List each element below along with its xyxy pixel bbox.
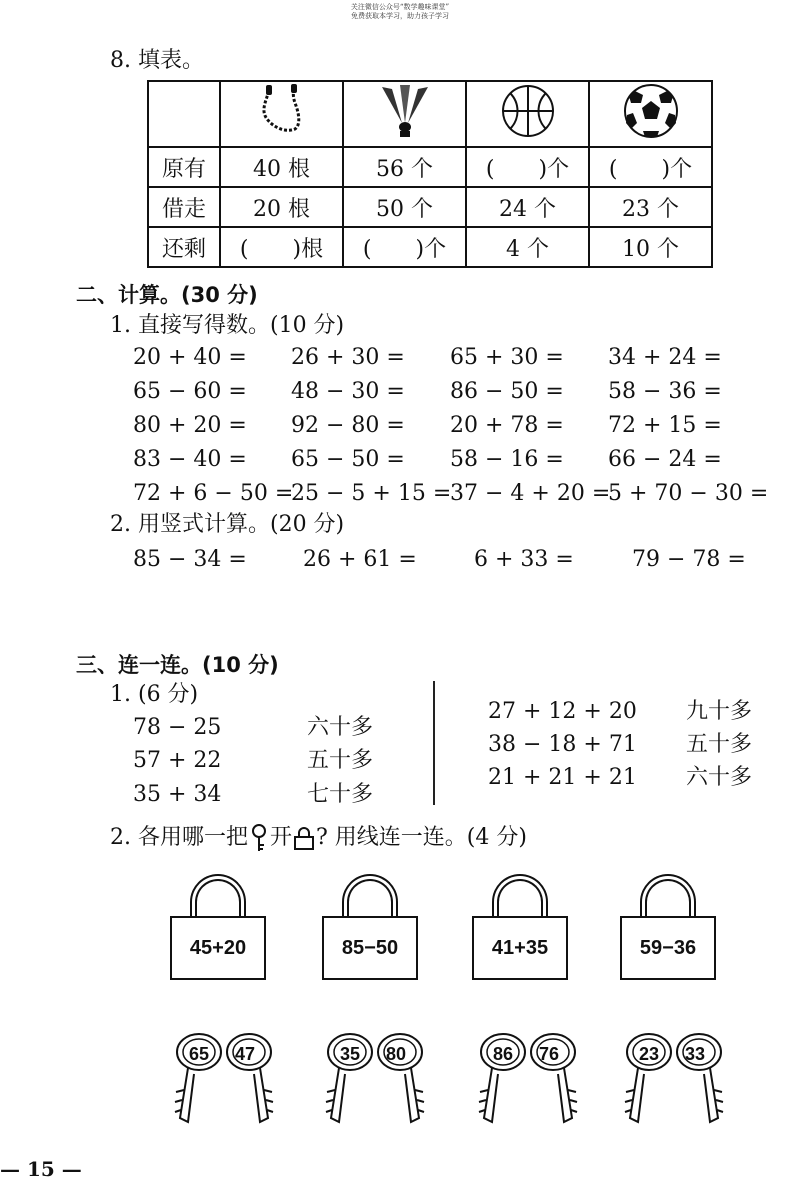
calc-problem: 5 + 70 − 30 = <box>608 481 769 506</box>
table-cell: 40 根 <box>220 147 343 187</box>
answer-cell[interactable]: ( )根 <box>220 227 343 267</box>
table-header-row <box>148 81 712 147</box>
calc-problem: 72 + 6 − 50 = <box>133 481 294 506</box>
calc-problem: 72 + 15 = <box>608 413 722 438</box>
calc-problem: 20 + 40 = <box>133 345 247 370</box>
table-row <box>148 147 712 187</box>
match-word[interactable]: 六十多 <box>307 715 374 740</box>
key[interactable] <box>369 1030 427 1128</box>
calc-problem: 92 − 80 = <box>291 413 405 438</box>
calc-problem: 20 + 78 = <box>450 413 564 438</box>
table-cell: 56 个 <box>343 147 466 187</box>
key-icon <box>248 823 270 853</box>
key-pair <box>172 1030 292 1130</box>
page-number: — 15 — <box>0 1157 82 1181</box>
s3-q2-title <box>110 823 527 853</box>
s3-q2-suffix: ? 用线连一连。(4 分) <box>316 825 527 850</box>
match-expression[interactable]: 78 − 25 <box>133 715 222 740</box>
calc-problem: 80 + 20 = <box>133 413 247 438</box>
key-number: 47 <box>234 1044 256 1064</box>
lock[interactable] <box>472 874 568 980</box>
key-pair <box>476 1030 596 1130</box>
corner-cell <box>148 81 220 147</box>
key-number: 86 <box>492 1044 514 1064</box>
key-pair <box>622 1030 742 1130</box>
match-word[interactable]: 九十多 <box>686 699 753 724</box>
table-cell: 20 根 <box>220 187 343 227</box>
s3-q2-prefix: 2. 各用哪一把 <box>110 825 248 850</box>
match-expression[interactable]: 27 + 12 + 20 <box>488 699 637 724</box>
soccer-ball-icon <box>621 83 681 139</box>
lock[interactable] <box>170 874 266 980</box>
answer-cell[interactable]: ( )个 <box>589 147 712 187</box>
calc-problem: 58 − 16 = <box>450 447 564 472</box>
calc-problem: 58 − 36 = <box>608 379 722 404</box>
q8-title: 8. 填表。 <box>110 48 204 73</box>
key[interactable] <box>668 1030 726 1128</box>
key-number: 23 <box>638 1044 660 1064</box>
jump-rope-icon <box>247 83 317 139</box>
header-note <box>330 3 470 21</box>
calc-problem: 66 − 24 = <box>608 447 722 472</box>
key-number: 65 <box>188 1044 210 1064</box>
basketball-icon <box>498 83 558 139</box>
s3-q2-mid: 开 <box>269 825 292 850</box>
table-cell: 4 个 <box>466 227 589 267</box>
table-row <box>148 227 712 267</box>
fill-table <box>147 80 713 268</box>
answer-cell[interactable]: ( )个 <box>466 147 589 187</box>
match-word[interactable]: 六十多 <box>686 765 753 790</box>
match-expression[interactable]: 57 + 22 <box>133 748 222 773</box>
match-expression[interactable]: 35 + 34 <box>133 782 222 807</box>
match-word[interactable]: 七十多 <box>307 782 374 807</box>
key-number: 76 <box>538 1044 560 1064</box>
jump-rope-cell <box>220 81 343 147</box>
column-divider <box>433 681 435 805</box>
s3-q1-title: 1. (6 分) <box>110 682 199 707</box>
key-number: 33 <box>684 1044 706 1064</box>
table-cell: 24 个 <box>466 187 589 227</box>
lock-expression: 85−50 <box>322 916 418 980</box>
q2-title: 2. 用竖式计算。(20 分) <box>110 512 345 537</box>
row-label: 借走 <box>148 187 220 227</box>
calc-problem: 25 − 5 + 15 = <box>291 481 452 506</box>
key-number: 80 <box>385 1044 407 1064</box>
q1-title: 1. 直接写得数。(10 分) <box>110 313 345 338</box>
key-pair <box>323 1030 443 1130</box>
section-3-title: 三、连一连。(10 分) <box>76 653 279 677</box>
calc-problem: 37 − 4 + 20 = <box>450 481 611 506</box>
shuttlecock-cell <box>343 81 466 147</box>
basketball-cell <box>466 81 589 147</box>
shuttlecock-icon <box>370 83 440 139</box>
calc-problem: 83 − 40 = <box>133 447 247 472</box>
vertical-calc: 79 − 78 = <box>632 547 746 572</box>
soccer-ball-cell <box>589 81 712 147</box>
match-word[interactable]: 五十多 <box>307 748 374 773</box>
key[interactable] <box>218 1030 276 1128</box>
row-label: 还剩 <box>148 227 220 267</box>
match-expression[interactable]: 21 + 21 + 21 <box>488 765 637 790</box>
calc-problem: 86 − 50 = <box>450 379 564 404</box>
vertical-calc: 26 + 61 = <box>303 547 417 572</box>
calc-problem: 65 − 50 = <box>291 447 405 472</box>
vertical-calc: 6 + 33 = <box>474 547 574 572</box>
lock-expression: 41+35 <box>472 916 568 980</box>
key[interactable] <box>522 1030 580 1128</box>
lock-expression: 45+20 <box>170 916 266 980</box>
header-note-line: 关注微信公众号“数学趣味课堂” <box>350 3 450 11</box>
answer-cell[interactable]: ( )个 <box>343 227 466 267</box>
section-2-title: 二、计算。(30 分) <box>76 283 258 307</box>
lock[interactable] <box>322 874 418 980</box>
header-note-line: 免费获取本学习，助力孩子学习 <box>351 12 449 20</box>
table-cell: 10 个 <box>589 227 712 267</box>
key-number: 35 <box>339 1044 361 1064</box>
match-expression[interactable]: 38 − 18 + 71 <box>488 732 637 757</box>
calc-problem: 65 + 30 = <box>450 345 564 370</box>
table-cell: 23 个 <box>589 187 712 227</box>
calc-problem: 48 − 30 = <box>291 379 405 404</box>
table-cell: 50 个 <box>343 187 466 227</box>
calc-problem: 65 − 60 = <box>133 379 247 404</box>
row-label: 原有 <box>148 147 220 187</box>
match-word[interactable]: 五十多 <box>686 732 753 757</box>
calc-problem: 34 + 24 = <box>608 345 722 370</box>
lock-expression: 59−36 <box>620 916 716 980</box>
calc-problem: 26 + 30 = <box>291 345 405 370</box>
vertical-calc: 85 − 34 = <box>133 547 247 572</box>
lock[interactable] <box>620 874 716 980</box>
lock-icon <box>292 826 316 850</box>
table-row <box>148 187 712 227</box>
